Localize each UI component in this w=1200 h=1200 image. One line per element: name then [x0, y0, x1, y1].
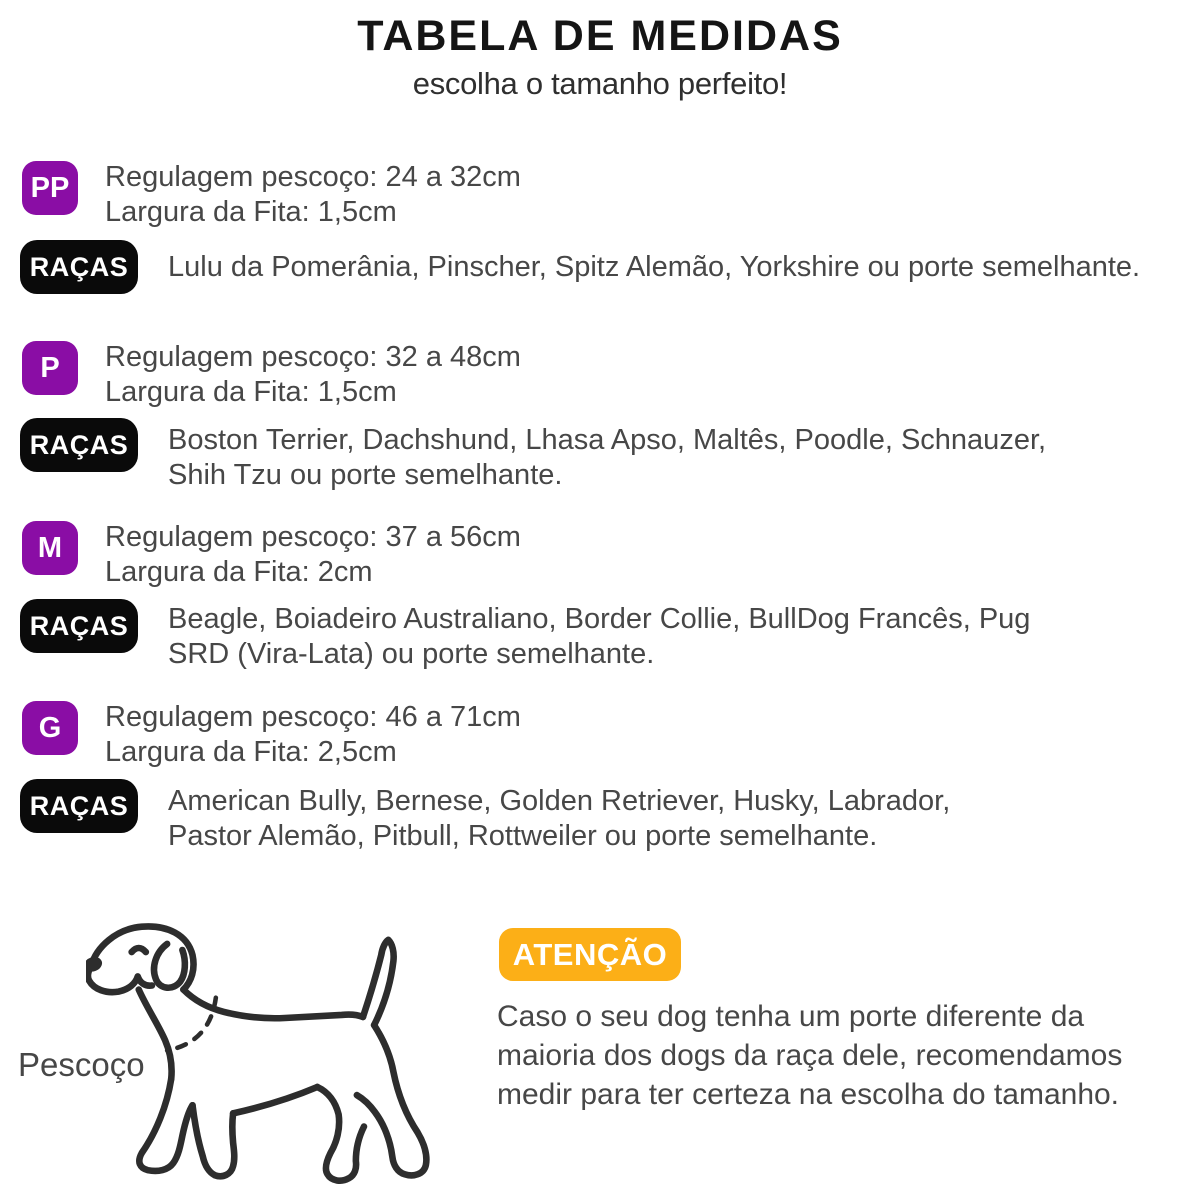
races-list-p	[168, 423, 1046, 493]
page-title: TABELA DE MEDIDAS	[357, 12, 843, 60]
dog-front-leg-far	[193, 1105, 235, 1176]
attention-line: medir para ter certeza na escolha do tamanho.	[497, 1078, 1120, 1111]
attention-line: maioria dos dogs da raça dele, recomendamos	[497, 1039, 1123, 1072]
races-list-g	[168, 784, 950, 854]
measures-g	[105, 700, 521, 770]
strap-width: Largura da Fita: 2cm	[105, 556, 373, 588]
neck-measurement: Regulagem pescoço: 24 a 32cm	[105, 161, 521, 193]
races-badge-p: RAÇAS	[20, 418, 138, 472]
races-list-pp	[168, 250, 1140, 285]
neck-measurement: Regulagem pescoço: 46 a 71cm	[105, 701, 521, 733]
races-line: American Bully, Bernese, Golden Retriever, Husky, Labrador,	[168, 785, 951, 817]
strap-width: Largura da Fita: 1,5cm	[105, 376, 397, 408]
races-line: Pastor Alemão, Pitbull, Rottweiler ou porte semelhante.	[168, 820, 878, 852]
dog-eye	[132, 948, 146, 952]
dog-mouth	[88, 966, 152, 992]
races-badge-g: RAÇAS	[20, 779, 138, 833]
attention-line: Caso o seu dog tenha um porte diferente da	[497, 1000, 1085, 1033]
neck-diagram-label: Pescoço	[18, 1046, 145, 1083]
races-line: Boston Terrier, Dachshund, Lhasa Apso, Maltês, Poodle, Schnauzer,	[168, 424, 1047, 456]
dog-front-leg	[139, 1079, 192, 1171]
dog-hind-leg-far	[317, 1087, 364, 1181]
neck-measurement: Regulagem pescoço: 37 a 56cm	[105, 521, 521, 553]
strap-width: Largura da Fita: 2,5cm	[105, 736, 397, 768]
size-badge-g: G	[22, 701, 78, 755]
size-badge-pp: PP	[22, 161, 78, 215]
races-line: Lulu da Pomerânia, Pinscher, Spitz Alemão, Yorkshire ou porte semelhante.	[168, 251, 1141, 283]
strap-width: Largura da Fita: 1,5cm	[105, 196, 397, 228]
races-line: Shih Tzu ou porte semelhante.	[168, 459, 563, 491]
races-line: Beagle, Boiadeiro Australiano, Border Collie, BullDog Francês, Pug	[168, 603, 1031, 635]
dog-nose	[86, 955, 104, 974]
dog-hind-leg	[357, 1025, 427, 1175]
measures-m	[105, 520, 521, 590]
size-badge-p: P	[22, 341, 78, 395]
races-list-m	[168, 602, 1030, 672]
dog-back	[183, 990, 363, 1019]
measures-p	[105, 340, 521, 410]
races-line: SRD (Vira-Lata) ou porte semelhante.	[168, 638, 655, 670]
races-badge-pp: RAÇAS	[20, 240, 138, 294]
dog-belly	[233, 1087, 317, 1113]
dog-ear	[154, 944, 185, 988]
page-subtitle: escolha o tamanho perfeito!	[412, 66, 788, 101]
attention-note	[497, 997, 1122, 1114]
dog-tail	[363, 940, 394, 1025]
attention-badge: ATENÇÃO	[499, 928, 681, 981]
size-badge-m: M	[22, 521, 78, 575]
neck-measurement: Regulagem pescoço: 32 a 48cm	[105, 341, 521, 373]
measures-pp	[105, 160, 521, 230]
races-badge-m: RAÇAS	[20, 599, 138, 653]
